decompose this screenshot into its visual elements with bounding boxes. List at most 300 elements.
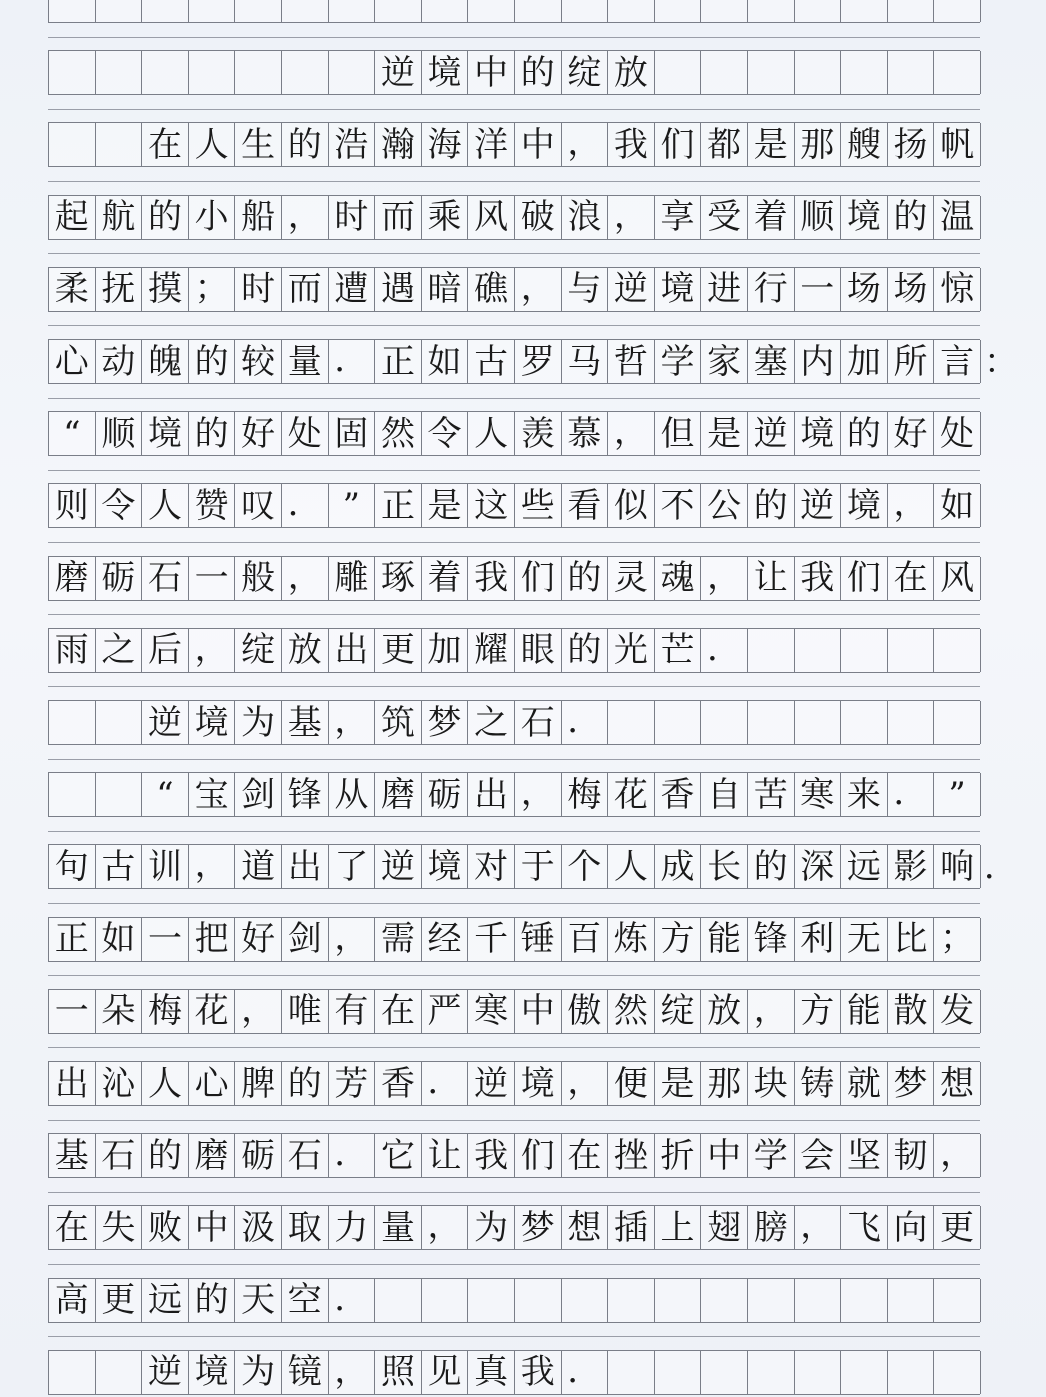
char-cell: 雕 (329, 557, 376, 600)
char-cell: 逆 (608, 268, 655, 311)
empty-cell (841, 51, 888, 94)
empty-cell (748, 1351, 795, 1394)
char-cell: 的 (282, 123, 329, 166)
char-cell: 浩 (329, 123, 376, 166)
empty-cell (329, 0, 376, 22)
char-cell: 逆 (375, 845, 422, 888)
char-cell: 时 (235, 268, 282, 311)
char-cell: 方 (655, 918, 702, 961)
empty-cell (888, 629, 935, 672)
char-cell: 唯 (282, 990, 329, 1033)
char-cell: 瀚 (375, 123, 422, 166)
empty-cell (748, 1279, 795, 1322)
grid-row (48, 483, 980, 528)
char-cell: 看 (562, 484, 609, 527)
char-cell: 芳 (329, 1062, 376, 1105)
char-cell: ， (515, 773, 562, 816)
char-cell: 境 (655, 268, 702, 311)
char-cell: 人 (142, 1062, 189, 1105)
char-cell: 宝 (189, 773, 236, 816)
char-cell: 中 (515, 123, 562, 166)
empty-cell (748, 701, 795, 744)
char-cell: 则 (49, 484, 96, 527)
char-cell: 真 (468, 1351, 515, 1394)
char-cell: 哲 (608, 340, 655, 383)
char-cell: ， (329, 918, 376, 961)
char-cell: 磨 (49, 557, 96, 600)
char-cell: 锋 (748, 918, 795, 961)
char-cell: 量 (375, 1206, 422, 1249)
char-cell: 中 (701, 1134, 748, 1177)
char-cell: 有 (329, 990, 376, 1033)
char-cell: 能 (841, 990, 888, 1033)
char-cell: 逆 (795, 484, 842, 527)
char-cell: 花 (608, 773, 655, 816)
char-cell: 遇 (375, 268, 422, 311)
char-cell: 一 (142, 918, 189, 961)
empty-cell (282, 0, 329, 22)
char-cell: 好 (235, 412, 282, 455)
empty-cell (655, 51, 702, 94)
empty-cell (515, 0, 562, 22)
char-cell: 令 (422, 412, 469, 455)
char-cell: 着 (422, 557, 469, 600)
empty-cell (934, 0, 981, 22)
char-cell: 罗 (515, 340, 562, 383)
char-cell: 洋 (468, 123, 515, 166)
char-cell: 放 (608, 51, 655, 94)
char-cell: 想 (562, 1206, 609, 1249)
char-cell: 生 (235, 123, 282, 166)
empty-cell (49, 123, 96, 166)
char-cell: 是 (655, 1062, 702, 1105)
char-cell: 寒 (468, 990, 515, 1033)
char-cell: 向 (888, 1206, 935, 1249)
char-cell: 的 (562, 557, 609, 600)
char-cell: 香 (655, 773, 702, 816)
char-cell: 影 (888, 845, 935, 888)
char-cell: ． (422, 1062, 469, 1105)
char-cell: 取 (282, 1206, 329, 1249)
char-cell: 加 (422, 629, 469, 672)
char-cell: 在 (49, 1206, 96, 1249)
gap-line (48, 759, 980, 760)
empty-cell (515, 1279, 562, 1322)
char-cell: 魂 (655, 557, 702, 600)
char-cell: 如 (96, 918, 143, 961)
char-cell: 在 (375, 990, 422, 1033)
char-cell: 正 (375, 484, 422, 527)
char-cell: 长 (701, 845, 748, 888)
char-cell: 更 (375, 629, 422, 672)
empty-cell (189, 0, 236, 22)
char-cell: 中 (189, 1206, 236, 1249)
char-cell: 这 (468, 484, 515, 527)
empty-cell (934, 51, 981, 94)
char-cell: 见 (422, 1351, 469, 1394)
char-cell: 然 (608, 990, 655, 1033)
char-cell: 是 (701, 412, 748, 455)
char-cell: 炼 (608, 918, 655, 961)
char-cell: 境 (189, 1351, 236, 1394)
char-cell: 在 (142, 123, 189, 166)
char-cell: 起 (49, 196, 96, 239)
char-cell: 境 (841, 196, 888, 239)
char-cell: ． (329, 1134, 376, 1177)
char-cell: 处 (934, 412, 981, 455)
grid-row (48, 267, 980, 312)
char-cell: 锤 (515, 918, 562, 961)
char-cell: 绽 (655, 990, 702, 1033)
char-cell: 是 (422, 484, 469, 527)
char-cell: 在 (562, 1134, 609, 1177)
empty-cell (934, 1351, 981, 1394)
char-cell: 境 (515, 1062, 562, 1105)
char-cell: 绽 (562, 51, 609, 94)
empty-cell (282, 51, 329, 94)
char-cell: 石 (96, 1134, 143, 1177)
grid-row (48, 0, 980, 23)
char-cell: 学 (655, 340, 702, 383)
empty-cell (888, 1279, 935, 1322)
empty-cell (49, 701, 96, 744)
gap-line (48, 1264, 980, 1265)
char-cell: ． (562, 1351, 609, 1394)
gap-line (48, 542, 980, 543)
empty-cell (748, 0, 795, 22)
char-cell: 句 (49, 845, 96, 888)
char-cell: 更 (96, 1279, 143, 1322)
char-cell: 花 (189, 990, 236, 1033)
char-cell: 耀 (468, 629, 515, 672)
char-cell: 似 (608, 484, 655, 527)
char-cell: 傲 (562, 990, 609, 1033)
char-cell: 的 (142, 196, 189, 239)
char-cell: 的 (562, 629, 609, 672)
char-cell: 风 (468, 196, 515, 239)
char-cell: 内 (795, 340, 842, 383)
empty-cell (329, 51, 376, 94)
empty-cell (49, 51, 96, 94)
grid-row (48, 122, 980, 167)
char-cell: 浪 (562, 196, 609, 239)
grid-row (48, 844, 980, 889)
char-cell: 的 (515, 51, 562, 94)
grid-row (48, 50, 980, 95)
char-cell: 家 (701, 340, 748, 383)
char-cell: 来 (841, 773, 888, 816)
empty-cell (655, 701, 702, 744)
char-cell: 绽 (235, 629, 282, 672)
char-cell: 的 (142, 1134, 189, 1177)
char-cell: ， (608, 196, 655, 239)
char-cell: 羡 (515, 412, 562, 455)
char-cell: 是 (748, 123, 795, 166)
char-cell: 铸 (795, 1062, 842, 1105)
char-cell: 为 (468, 1206, 515, 1249)
char-cell: 上 (655, 1206, 702, 1249)
char-cell: 逆 (142, 701, 189, 744)
empty-cell (235, 0, 282, 22)
char-cell: 人 (142, 484, 189, 527)
char-cell: 学 (748, 1134, 795, 1177)
empty-cell (795, 1351, 842, 1394)
gap-line (48, 253, 980, 254)
char-cell: 远 (142, 1279, 189, 1322)
char-cell: 我 (468, 557, 515, 600)
char-cell: 量 (282, 340, 329, 383)
empty-cell (375, 1279, 422, 1322)
char-cell: ． (888, 773, 935, 816)
char-cell: ， (515, 268, 562, 311)
gap-line (48, 903, 980, 904)
gap-line (48, 37, 980, 38)
grid-row (48, 339, 980, 384)
char-cell: 香 (375, 1062, 422, 1105)
char-cell: 正 (49, 918, 96, 961)
char-cell: 加 (841, 340, 888, 383)
char-cell: 处 (282, 412, 329, 455)
char-cell: 之 (96, 629, 143, 672)
char-cell: 享 (655, 196, 702, 239)
char-cell: 砺 (96, 557, 143, 600)
char-cell: 逆 (748, 412, 795, 455)
char-cell: ， (608, 412, 655, 455)
char-cell: ； (189, 268, 236, 311)
char-cell: 就 (841, 1062, 888, 1105)
char-cell: 梅 (142, 990, 189, 1033)
char-cell: 经 (422, 918, 469, 961)
char-cell: 翅 (701, 1206, 748, 1249)
empty-cell (49, 773, 96, 816)
char-cell: 出 (282, 845, 329, 888)
char-cell: ． (282, 484, 329, 527)
char-cell: 败 (142, 1206, 189, 1249)
char-cell: ， (282, 196, 329, 239)
char-cell: 寒 (795, 773, 842, 816)
char-cell: 照 (375, 1351, 422, 1394)
char-cell: 出 (329, 629, 376, 672)
empty-cell (748, 629, 795, 672)
empty-cell (375, 0, 422, 22)
char-cell: 言 (934, 340, 981, 383)
char-cell: 能 (701, 918, 748, 961)
char-cell: 的 (189, 412, 236, 455)
char-cell: 们 (515, 1134, 562, 1177)
char-cell: 都 (701, 123, 748, 166)
empty-cell (795, 51, 842, 94)
char-cell: 剑 (235, 773, 282, 816)
empty-cell (142, 51, 189, 94)
char-cell: 沁 (96, 1062, 143, 1105)
empty-cell (96, 773, 143, 816)
empty-cell (934, 629, 981, 672)
char-cell: 利 (795, 918, 842, 961)
grid-row (48, 195, 980, 240)
char-cell: ， (329, 1351, 376, 1394)
char-cell: 磨 (375, 773, 422, 816)
char-cell: 出 (49, 1062, 96, 1105)
char-cell: 好 (888, 412, 935, 455)
char-cell: 们 (655, 123, 702, 166)
char-cell: 场 (888, 268, 935, 311)
char-cell: 温 (934, 196, 981, 239)
char-cell: 放 (282, 629, 329, 672)
char-cell: 而 (375, 196, 422, 239)
char-cell: “ (49, 412, 96, 455)
char-cell: 膀 (748, 1206, 795, 1249)
empty-cell (888, 701, 935, 744)
empty-cell (841, 1351, 888, 1394)
gap-line (48, 1336, 980, 1337)
char-cell: 如 (422, 340, 469, 383)
grid-row (48, 772, 980, 817)
char-cell: 人 (608, 845, 655, 888)
char-cell: 风 (934, 557, 981, 600)
empty-cell (96, 51, 143, 94)
char-cell: 了 (329, 845, 376, 888)
char-cell: ， (795, 1206, 842, 1249)
char-cell: 锋 (282, 773, 329, 816)
char-cell: 礁 (468, 268, 515, 311)
empty-cell (795, 0, 842, 22)
char-cell: 境 (422, 51, 469, 94)
grid-row (48, 1278, 980, 1323)
char-cell: 为 (235, 1351, 282, 1394)
char-cell: 出 (468, 773, 515, 816)
char-cell: 遭 (329, 268, 376, 311)
gap-line (48, 181, 980, 182)
char-cell: ， (189, 629, 236, 672)
empty-cell (96, 123, 143, 166)
char-cell: 韧 (888, 1134, 935, 1177)
gap-line (48, 109, 980, 110)
char-cell: 较 (235, 340, 282, 383)
empty-cell (795, 629, 842, 672)
char-cell: 逆 (375, 51, 422, 94)
char-cell: 固 (329, 412, 376, 455)
char-cell: 的 (888, 196, 935, 239)
char-cell: 然 (375, 412, 422, 455)
char-cell: 的 (748, 484, 795, 527)
char-cell: 顺 (795, 196, 842, 239)
char-cell: 惊 (934, 268, 981, 311)
char-cell: ． (329, 340, 376, 383)
char-cell: 帆 (934, 123, 981, 166)
char-cell: 让 (422, 1134, 469, 1177)
char-cell: 便 (608, 1062, 655, 1105)
char-cell: 我 (515, 1351, 562, 1394)
empty-cell (608, 1351, 655, 1394)
char-cell: 于 (515, 845, 562, 888)
char-cell: 逆 (142, 1351, 189, 1394)
gap-line (48, 831, 980, 832)
char-cell: 塞 (748, 340, 795, 383)
char-cell: 般 (235, 557, 282, 600)
char-cell: 琢 (375, 557, 422, 600)
char-cell: 我 (795, 557, 842, 600)
char-cell: 会 (795, 1134, 842, 1177)
char-cell: 我 (608, 123, 655, 166)
char-cell: 我 (468, 1134, 515, 1177)
empty-cell (49, 0, 96, 22)
char-cell: 力 (329, 1206, 376, 1249)
empty-cell (701, 51, 748, 94)
char-cell: 插 (608, 1206, 655, 1249)
char-cell: 小 (189, 196, 236, 239)
char-cell: ” (329, 484, 376, 527)
char-cell: 心 (49, 340, 96, 383)
char-cell: 眼 (515, 629, 562, 672)
char-cell: 挫 (608, 1134, 655, 1177)
gap-line (48, 325, 980, 326)
empty-cell (235, 51, 282, 94)
empty-cell (468, 1279, 515, 1322)
char-cell: 更 (934, 1206, 981, 1249)
char-cell: 它 (375, 1134, 422, 1177)
char-cell: 无 (841, 918, 888, 961)
char-cell: 梦 (888, 1062, 935, 1105)
char-cell: 一 (189, 557, 236, 600)
char-cell: 境 (142, 412, 189, 455)
empty-cell (748, 51, 795, 94)
char-cell: 散 (888, 990, 935, 1033)
char-cell: 中 (468, 51, 515, 94)
char-cell: 远 (841, 845, 888, 888)
char-cell: 高 (49, 1279, 96, 1322)
gap-line (48, 1120, 980, 1121)
char-cell: ． (562, 701, 609, 744)
empty-cell (655, 1279, 702, 1322)
char-cell: 摸 (142, 268, 189, 311)
char-cell: 的 (841, 412, 888, 455)
char-cell: 扬 (888, 123, 935, 166)
char-cell: 训 (142, 845, 189, 888)
char-cell: 之 (468, 701, 515, 744)
char-cell: 逆 (468, 1062, 515, 1105)
char-cell: 的 (282, 1062, 329, 1105)
empty-cell (422, 1279, 469, 1322)
gap-line (48, 470, 980, 471)
empty-cell (655, 1351, 702, 1394)
char-cell: 着 (748, 196, 795, 239)
char-cell: 放 (701, 990, 748, 1033)
char-cell: 不 (655, 484, 702, 527)
grid-row (48, 1350, 980, 1395)
char-cell: 马 (562, 340, 609, 383)
char-cell: 而 (282, 268, 329, 311)
char-cell: 砺 (235, 1134, 282, 1177)
char-cell: 梦 (422, 701, 469, 744)
gap-line (48, 614, 980, 615)
empty-cell (562, 1279, 609, 1322)
char-cell: 灵 (608, 557, 655, 600)
char-cell: 在 (888, 557, 935, 600)
char-cell: 空 (282, 1279, 329, 1322)
char-cell: 坚 (841, 1134, 888, 1177)
char-cell: 那 (795, 123, 842, 166)
char-cell: ， (934, 1134, 981, 1177)
empty-cell (468, 0, 515, 22)
char-cell: 与 (562, 268, 609, 311)
char-cell: 深 (795, 845, 842, 888)
empty-cell (96, 1351, 143, 1394)
char-cell: 人 (189, 123, 236, 166)
char-cell: 进 (701, 268, 748, 311)
empty-cell (96, 701, 143, 744)
char-cell: 响 (934, 845, 981, 888)
char-cell: 动 (96, 340, 143, 383)
